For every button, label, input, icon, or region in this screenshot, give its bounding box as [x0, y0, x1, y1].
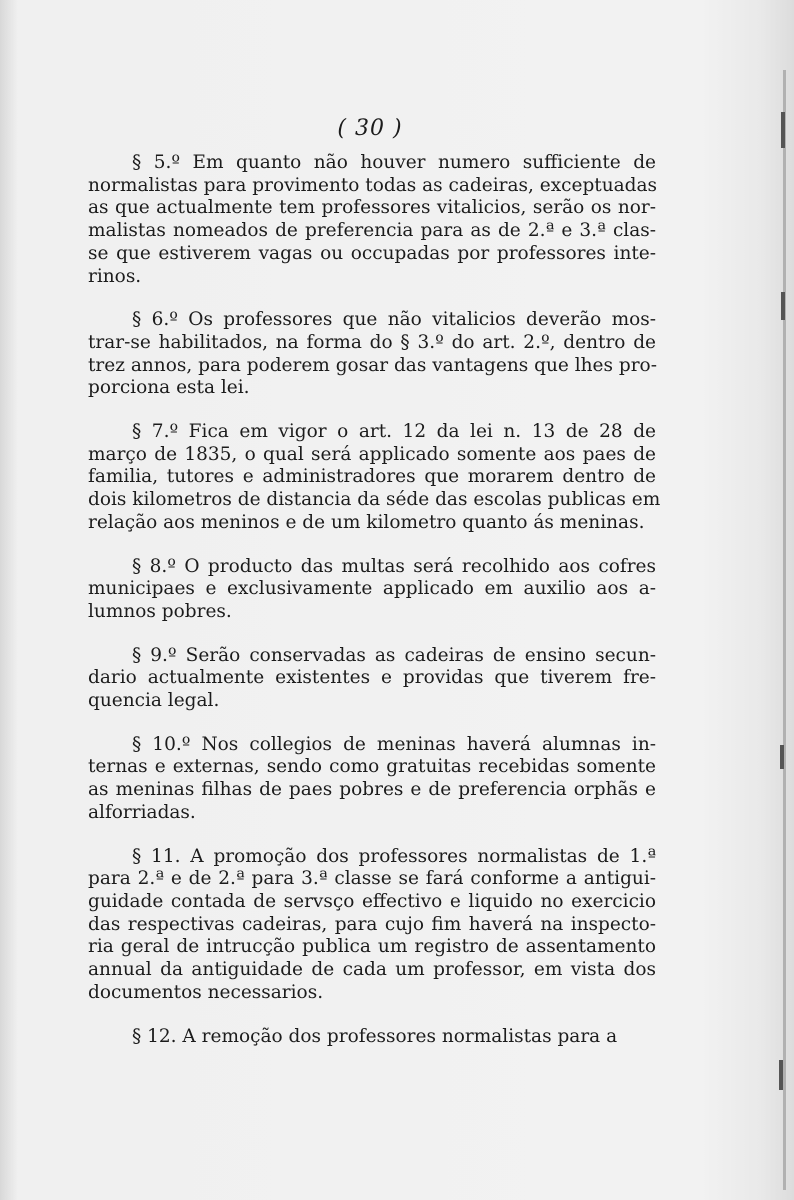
text-line: § 12. A remoção dos professores normalistas para a: [132, 1025, 618, 1047]
text-line: § 6.º Os professores que não vitalicios deverão mos-: [132, 309, 656, 331]
text-line: alforriadas.: [88, 801, 196, 823]
paragraph-p11: [88, 846, 656, 1005]
text-line: annual da antiguidade de cada um professor, em vista dos: [88, 959, 656, 981]
text-line: § 8.º O producto das multas será recolhido aos cofres: [132, 555, 656, 577]
text-line: relação aos meninos e de um kilometro quanto ás meninas.: [88, 511, 645, 533]
text-line: as que actualmente tem professores vitalicios, serão os nor-: [88, 197, 656, 219]
text-line: malistas nomeados de preferencia para as de 2.ª e 3.ª clas-: [88, 220, 656, 242]
text-line: para 2.ª e de 2.ª para 3.ª classe se fará conforme a antigui-: [88, 868, 656, 890]
text-line: trez annos, para poderem gosar das vantagens que lhes pro-: [88, 354, 657, 376]
text-line: ternas e externas, sendo como gratuitas recebidas somente: [88, 756, 656, 778]
text-line: dois kilometros de distancia da séde das escolas publicas em: [88, 489, 661, 511]
text-line: dario actualmente existentes e providas que tiverem fre-: [88, 667, 656, 689]
text-line: as meninas filhas de paes pobres e de preferencia orphãs e: [88, 779, 656, 801]
text-line: familia, tutores e administradores que morarem dentro de: [88, 466, 656, 488]
paragraph-p12: [88, 1026, 656, 1049]
text-line: quencia legal.: [88, 690, 220, 712]
page-number: ( 30 ): [337, 116, 403, 141]
text-line: § 10.º Nos collegios de meninas haverá alumnas in-: [132, 733, 656, 755]
text-line: guidade contada de servsço effectivo e liquido no exercicio: [88, 890, 656, 912]
paragraph-p10: [88, 734, 656, 825]
text-line: § 11. A promoção dos professores normalistas de 1.ª: [132, 845, 656, 867]
text-line: § 7.º Fica em vigor o art. 12 da lei n. 13 de 28 de: [132, 421, 656, 443]
text-line: documentos necessarios.: [88, 981, 324, 1003]
text-line: rinos.: [88, 265, 142, 287]
text-line: lumnos pobres.: [88, 600, 232, 622]
text-line: municipaes e exclusivamente applicado em auxilio aos a-: [88, 578, 656, 600]
paragraph-p8: [88, 556, 656, 624]
text-line: trar-se habilitados, na forma do § 3.º do art. 2.º, dentro de: [88, 331, 656, 353]
paragraph-p6: [88, 309, 656, 400]
text-line: março de 1835, o qual será applicado somente aos paes de: [88, 443, 656, 465]
paragraph-p5: [88, 152, 656, 288]
text-line: § 5.º Em quanto não houver numero sufficiente de: [132, 152, 656, 173]
text-line: § 9.º Serão conservadas as cadeiras de ensino secun-: [132, 644, 656, 666]
text-line: das respectivas cadeiras, para cujo fim haverá na inspecto-: [88, 913, 656, 935]
text-line: normalistas para provimento todas as cadeiras, exceptuadas: [88, 174, 658, 196]
paragraph-p7: [88, 421, 661, 535]
paragraph-p9: [88, 645, 656, 713]
body-text: [88, 152, 661, 1069]
text-line: porciona esta lei.: [88, 377, 250, 399]
text-line: se que estiverem vagas ou occupadas por professores inte-: [88, 242, 656, 264]
text-line: ria geral de intrucção publica um registro de assentamento: [88, 936, 656, 958]
